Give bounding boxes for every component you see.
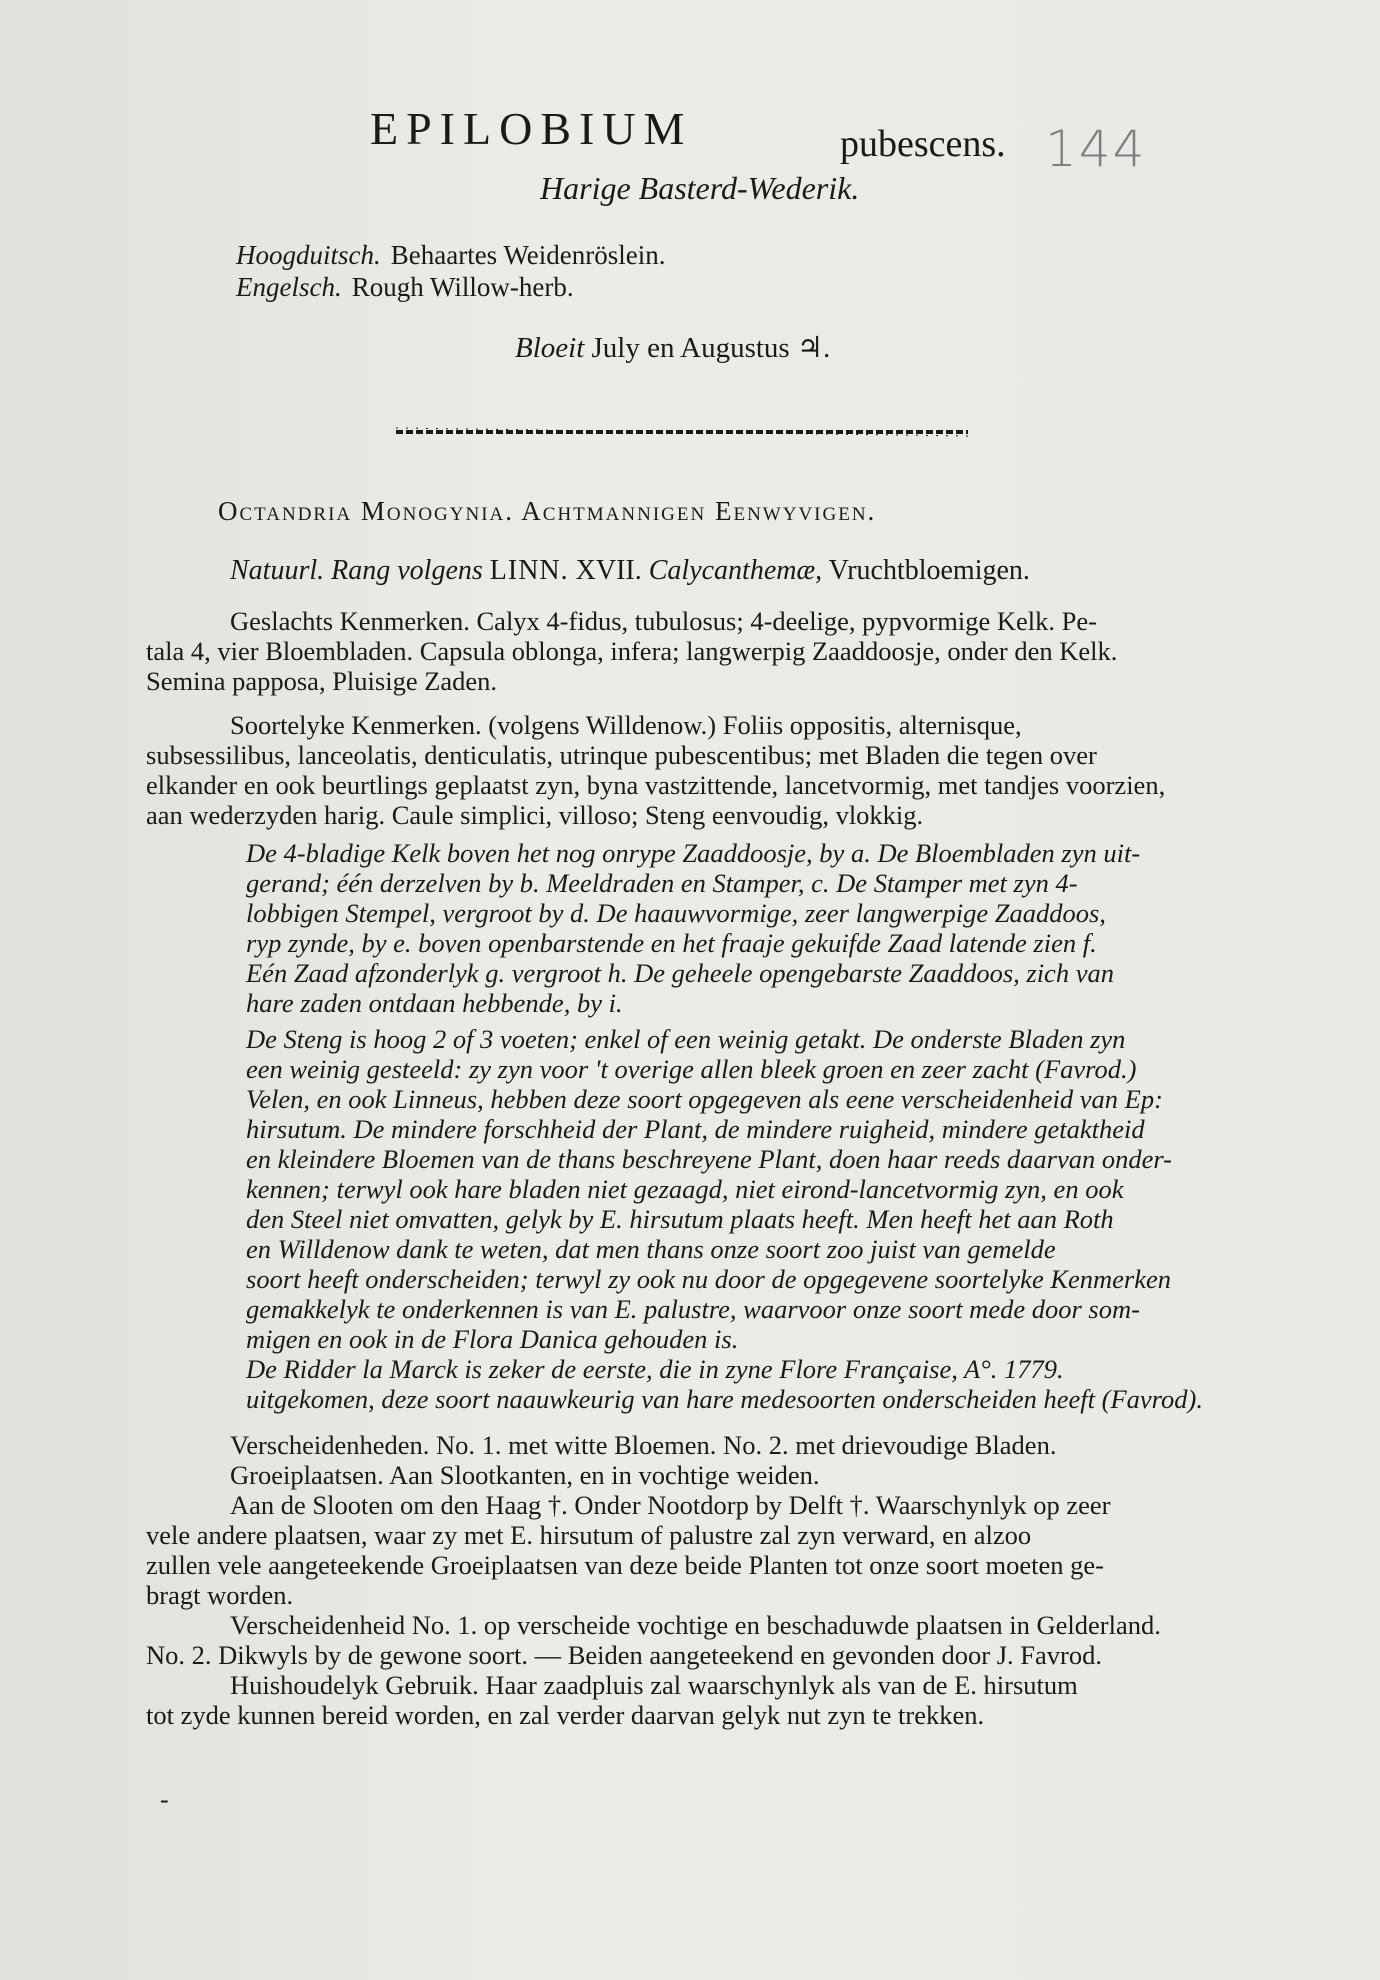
genus-characters-block <box>146 606 1117 696</box>
text-line: aan wederzyden harig. Caule simplici, villoso; Steng eenvoudig, vlokkig. <box>146 800 924 830</box>
text-line: Aan de Slooten om den Haag †. Onder Nootdorp by Delft †. Waarschynlyk op zeer <box>230 1490 1111 1520</box>
text-line: lobbigen Stempel, vergroot by d. De haauwvormige, zeer langwerpige Zaaddoos, <box>246 898 1106 928</box>
text-line: hare zaden ontdaan hebbende, by i. <box>246 988 623 1018</box>
text-line: De Ridder la Marck is zeker de eerste, die in zyne Flore Française, A°. 1779. <box>246 1354 1064 1384</box>
text-line: uitgekomen, deze soort naauwkeurig van hare medesoorten onderscheiden heeft (Favrod). <box>246 1384 1203 1414</box>
text-line: gemakkelyk te onderkennen is van E. palustre, waarvoor onze soort mede door som- <box>246 1294 1140 1324</box>
natural-rank <box>230 555 1030 587</box>
footer-mark: - <box>160 1785 169 1814</box>
text-line: subsessilibus, lanceolatis, denticulatis, utrinque pubescentibus; met Bladen die tegen over <box>146 740 1097 770</box>
genus-title: EPILOBIUM <box>370 103 693 154</box>
text-line: De Steng is hoog 2 of 3 voeten; enkel of een weinig getakt. De onderste Bladen zyn <box>246 1024 1126 1054</box>
text-line: tala 4, vier Bloembladen. Capsula oblonga, infera; langwerpig Zaaddoosje, onder den Kelk. <box>146 636 1118 666</box>
text-line: Verscheidenheid No. 1. op verscheide vochtige en beschaduwde plaatsen in Gelderland. <box>230 1610 1161 1640</box>
text-line: Velen, en ook Linneus, hebben deze soort opgegeven als eene verscheidenheid van Ep: <box>246 1084 1163 1114</box>
varieties-habitat-block <box>146 1430 1161 1730</box>
text-line: en Willdenow dank te weten, dat men thans onze soort zoo juist van gemelde <box>246 1234 1056 1264</box>
text-line: den Steel niet omvatten, gelyk by E. hirsutum plaats heeft. Men heeft het aan Roth <box>246 1204 1114 1234</box>
text-line: Eén Zaad afzonderlyk g. vergroot h. De geheele opengebarste Zaaddoos, zich van <box>246 958 1114 988</box>
text-line: bragt worden. <box>146 1580 294 1610</box>
text-line: ryp zynde, by e. boven openbarstende en het fraaje gekuifde Zaad latende zien f. <box>246 928 1097 958</box>
text-line: een weinig gesteeld: zy zyn voor 't overige allen bleek groen en zeer zacht (Favrod.) <box>246 1054 1137 1084</box>
handwritten-page-number: 144 <box>1045 120 1147 178</box>
rank-dutch: Vruchtbloemigen. <box>828 555 1030 586</box>
dutch-common-name: Harige Basterd-Wederik. <box>540 170 860 206</box>
text-line: kennen; terwyl ook hare bladen niet gezaagd, niet eirond-lancetvormig zyn, en ook <box>246 1174 1124 1204</box>
vernacular-name: Behaartes Weidenröslein. <box>390 240 666 270</box>
rank-author: LINN. <box>489 555 569 586</box>
flowering-period <box>515 330 830 365</box>
text-line: No. 2. Dikwyls by de gewone soort. — Beiden aangeteekend en gevonden door J. Favrod. <box>146 1640 1102 1670</box>
text-line: Verscheidenheden. No. 1. met witte Bloemen. No. 2. met drievoudige Bladen. <box>230 1430 1057 1460</box>
text-line: vele andere plaatsen, waar zy met E. hirsutum of palustre zal zyn verward, en alzoo <box>146 1520 1032 1550</box>
linnaean-class: Octandria Monogynia. Achtmannigen Eenwyvigen. <box>218 496 877 526</box>
text-line: Geslachts Kenmerken. Calyx 4-fidus, tubulosus; 4-deelige, pypvormige Kelk. Pe- <box>230 606 1097 636</box>
text-line: hirsutum. De mindere forschheid der Plant, de mindere ruigheid, mindere getaktheid <box>246 1114 1145 1144</box>
ornamental-rule <box>396 425 968 439</box>
rank-latin: Calycanthemæ, <box>648 555 823 586</box>
vernacular-english <box>236 272 574 303</box>
text-line: De 4-bladige Kelk boven het nog onrype Zaaddoosje, by a. De Bloembladen zyn uit- <box>246 838 1141 868</box>
figure-explanation-block <box>146 838 1140 1018</box>
text-line: Groeiplaatsen. Aan Slootkanten, en in vochtige weiden. <box>230 1460 820 1490</box>
text-line: migen en ook in de Flora Danica gehouden is. <box>246 1324 739 1354</box>
text-line: en kleindere Bloemen van de thans beschreyene Plant, doen haar reeds daarvan onder- <box>246 1144 1172 1174</box>
text-line: soort heeft onderscheiden; terwyl zy ook nu door de opgegevene soortelyke Kenmerken <box>246 1264 1172 1294</box>
text-line: gerand; één derzelven by b. Meeldraden en Stamper, c. De Stamper met zyn 4- <box>246 868 1078 898</box>
vernacular-name: Rough Willow-herb. <box>351 272 574 302</box>
species-epithet: pubescens. <box>840 123 1006 165</box>
language-label: Hoogduitsch. <box>236 240 381 270</box>
language-label: Engelsch. <box>236 272 342 302</box>
text-line: zullen vele aangeteekende Groeiplaatsen van deze beide Planten tot onze soort moeten ge- <box>146 1550 1104 1580</box>
flowering-text: July en Augustus ♃. <box>591 332 831 364</box>
description-block <box>146 1024 1203 1414</box>
text-line: Huishoudelyk Gebruik. Haar zaadpluis zal waarschynlyk als van de E. hirsutum <box>230 1670 1078 1700</box>
rank-label: Natuurl. Rang volgens <box>230 555 483 586</box>
flowering-label: Bloeit <box>515 332 585 364</box>
rank-value: XVII. <box>575 555 642 586</box>
vernacular-german <box>236 240 665 271</box>
text-line: tot zyde kunnen bereid worden, en zal verder daarvan gelyk nut zyn te trekken. <box>146 1700 985 1730</box>
species-characters-block <box>146 710 1165 830</box>
text-line: Semina papposa, Pluisige Zaden. <box>146 666 498 696</box>
text-line: Soortelyke Kenmerken. (volgens Willdenow.) Foliis oppositis, alternisque, <box>230 710 1022 740</box>
text-line: elkander en ook beurtlings geplaatst zyn, byna vastzittende, lancetvormig, met tandjes voorzien, <box>146 770 1166 800</box>
